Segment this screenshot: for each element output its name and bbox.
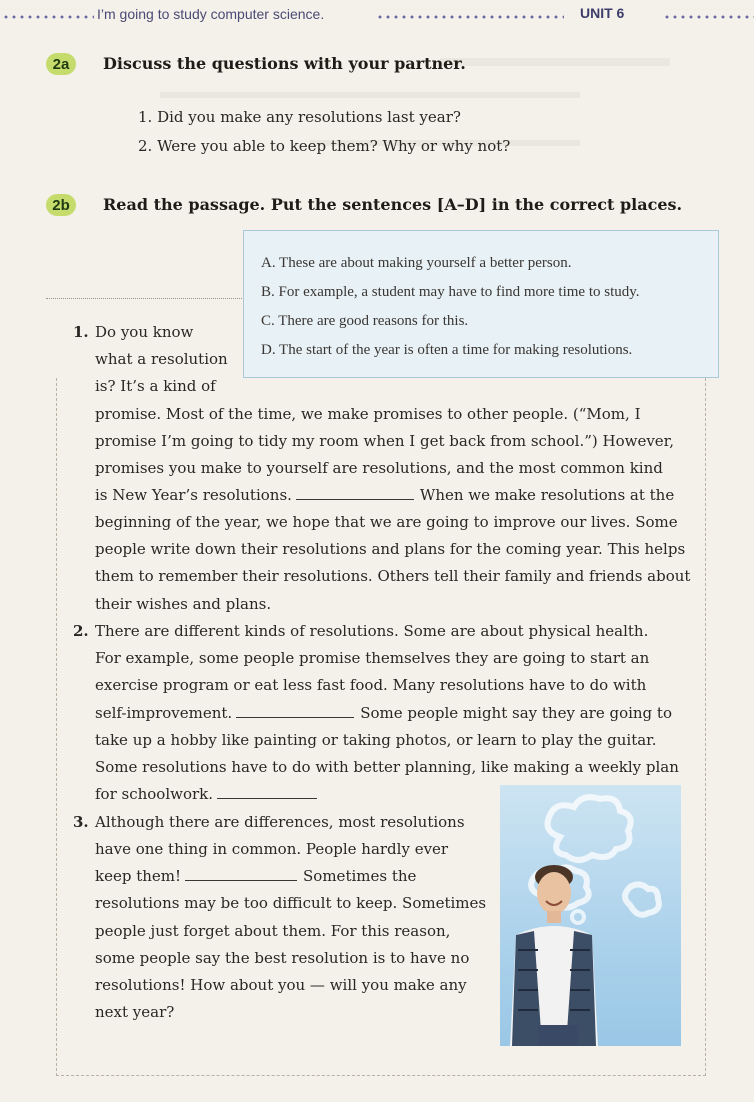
passage-line: some people say the best resolution is to have no: [95, 949, 470, 967]
passage-line: have one thing in common. People hardly ever: [95, 840, 449, 858]
passage-line: promises you make to yourself are resolutions, and the most common kind: [95, 459, 663, 477]
passage-line: next year?: [95, 1003, 175, 1021]
passage-line: There are different kinds of resolutions. Some are about physical health.: [95, 622, 649, 640]
passage-line: resolutions may be too difficult to keep. Sometimes: [95, 894, 487, 912]
page-header: [0, 0, 754, 34]
exercise-2a-instruction: Discuss the questions with your partner.: [103, 54, 466, 73]
passage-line: them to remember their resolutions. Others tell their family and friends about: [95, 567, 691, 585]
passage-line: people write down their resolutions and plans for the coming year. This helps: [95, 540, 686, 558]
header-dots-right: [663, 15, 754, 19]
passage-line-with-blank: [95, 704, 672, 722]
answer-blank-4[interactable]: [185, 867, 297, 881]
header-dots-middle: [376, 15, 564, 19]
passage-line: resolutions! How about you — will you make any: [95, 976, 467, 994]
paragraph-3-number: 3.: [73, 813, 89, 831]
sentence-options-box: [243, 230, 719, 378]
passage-line: their wishes and plans.: [95, 595, 272, 613]
passage-line: promise I’m going to tidy my room when I get back from school.”) However,: [95, 432, 674, 450]
boy-figure: [510, 865, 598, 1046]
passage-line-with-blank: [95, 785, 323, 803]
passage-line: people just forget about them. For this reason,: [95, 922, 451, 940]
sentence-a: A. These are about making yourself a better person.: [261, 255, 572, 271]
exercise-2a-badge: 2a: [46, 53, 76, 75]
passage-line: exercise program or eat less fast food. Many resolutions have to do with: [95, 676, 647, 694]
passage-text: Some people might say they are going to: [360, 704, 672, 722]
passage-text: for schoolwork.: [95, 785, 214, 803]
header-title: I’m going to study computer science.: [97, 6, 325, 22]
bleed-through: [440, 58, 670, 66]
passage-line: take up a hobby like painting or taking photos, or learn to play the guitar.: [95, 731, 657, 749]
passage-text: When we make resolutions at the: [419, 486, 675, 504]
bleed-through: [160, 92, 580, 98]
passage-line: beginning of the year, we hope that we are going to improve our lives. Some: [95, 513, 678, 531]
question-1: 1. Did you make any resolutions last year?: [138, 108, 461, 126]
sentence-c: C. There are good reasons for this.: [261, 313, 469, 329]
header-dots-left: [2, 15, 94, 19]
passage-line: Some resolutions have to do with better planning, like making a weekly plan: [95, 758, 679, 776]
passage-line: is? It’s a kind of: [95, 377, 216, 395]
exercise-2b-instruction: Read the passage. Put the sentences [A–D] in the correct places.: [103, 195, 683, 214]
sentence-b: B. For example, a student may have to find more time to study.: [261, 284, 640, 300]
passage-line: For example, some people promise themselves they are going to start an: [95, 649, 650, 667]
passage-line: Although there are differences, most resolutions: [95, 813, 465, 831]
answer-blank-3[interactable]: [217, 785, 317, 799]
passage-line: what a resolution: [95, 350, 228, 368]
passage-text: self-improvement.: [95, 704, 233, 722]
question-2: 2. Were you able to keep them? Why or why not?: [138, 137, 511, 155]
passage-text: is New Year’s resolutions.: [95, 486, 292, 504]
unit-label: UNIT 6: [580, 5, 625, 21]
passage-text: keep them!: [95, 867, 182, 885]
passage-text: Sometimes the: [303, 867, 417, 885]
photo-smiling-boy: [500, 785, 681, 1046]
passage-line-with-blank: [95, 867, 416, 885]
passage-line: Do you know: [95, 323, 194, 341]
answer-blank-1[interactable]: [296, 486, 414, 500]
passage-line: promise. Most of the time, we make promises to other people. (“Mom, I: [95, 405, 641, 423]
answer-blank-2[interactable]: [236, 704, 354, 718]
paragraph-2-number: 2.: [73, 622, 89, 640]
dotted-divider: [46, 298, 242, 299]
exercise-2b-badge: 2b: [46, 194, 76, 216]
sentence-d: D. The start of the year is often a time for making resolutions.: [261, 342, 633, 358]
passage-line-with-blank: [95, 486, 674, 504]
photo-illustration: [500, 785, 681, 1046]
paragraph-1-number: 1.: [73, 323, 89, 341]
